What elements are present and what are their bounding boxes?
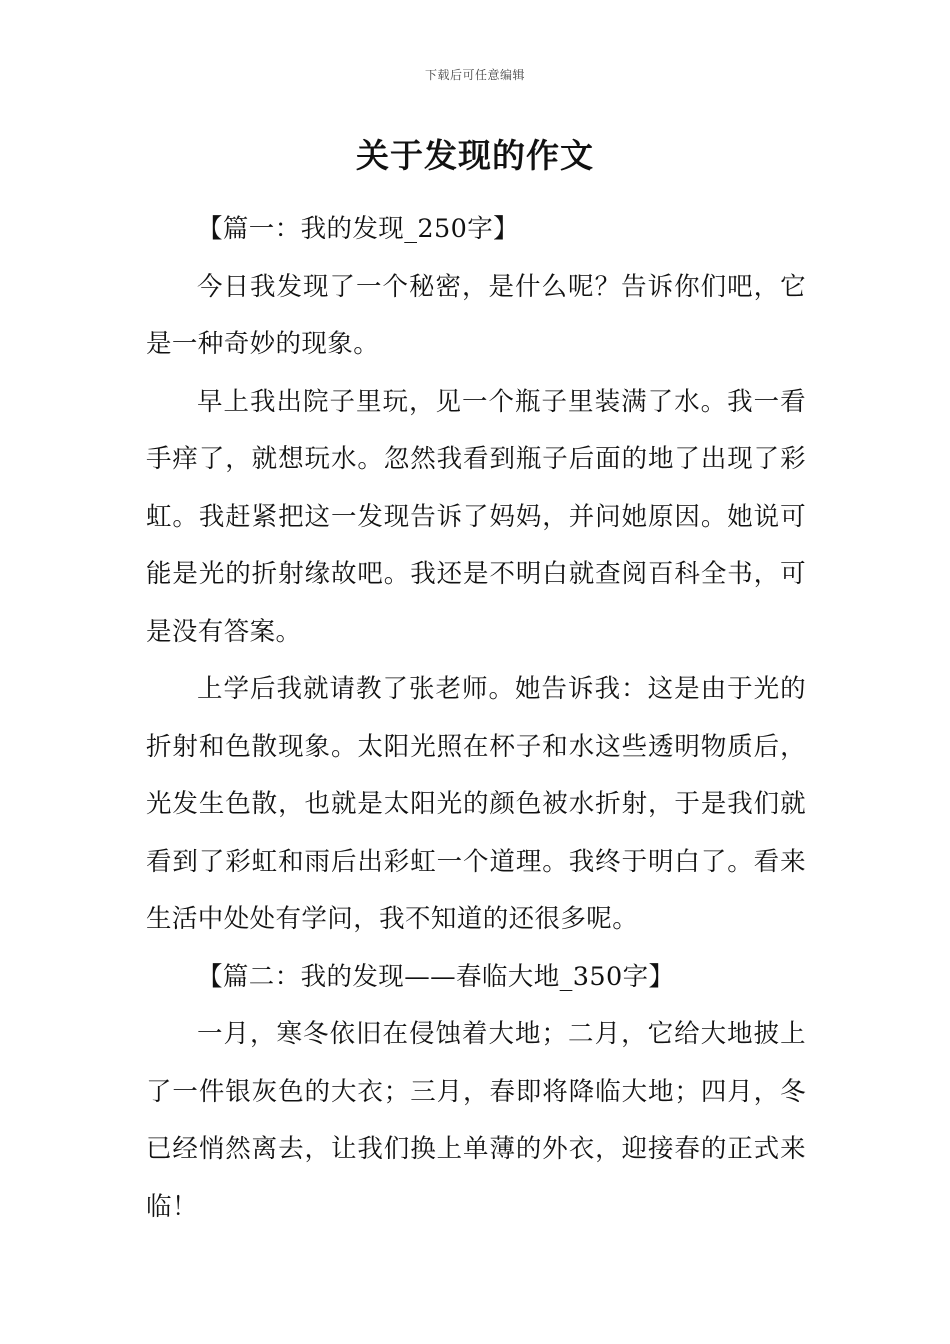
paragraph: 今日我发现了一个秘密，是什么呢？告诉你们吧，它是一种奇妙的现象。 [146,271,806,359]
header-note: 下载后可任意编辑 [424,68,525,82]
section-heading-1: 【篇一：我的发现_250字】 [197,214,520,244]
paragraph: 早上我出院子里玩，见一个瓶子里装满了水。我一看手痒了，就想玩水。忽然我看到瓶子后面的地了出现了彩虹。我赶紧把这一发现告诉了妈妈，并问她原因。她说可能是光的折射缘故吧。我还是不明白就查阅百科全书，可是没有答案。 [146,386,806,647]
paragraph: 上学后我就请教了张老师。她告诉我：这是由于光的折射和色散现象。太阳光照在杯子和水这些透明物质后，光发生色散，也就是太阳光的颜色被水折射，于是我们就看到了彩虹和雨后出彩虹一个道理。我终于明白了。看来生活中处处有学问，我不知道的还很多呢。 [146,674,806,934]
paragraph: 一月，寒冬依旧在侵蚀着大地；二月，它给大地披上了一件银灰色的大衣；三月，春即将降临大地；四月，冬已经悄然离去，让我们换上单薄的外衣，迎接春的正式来临！ [146,1019,806,1222]
document-title: 关于发现的作文 [356,136,594,175]
document-body [146,201,806,1236]
section-heading-2: 【篇二：我的发现——春临大地_350字】 [197,961,675,992]
